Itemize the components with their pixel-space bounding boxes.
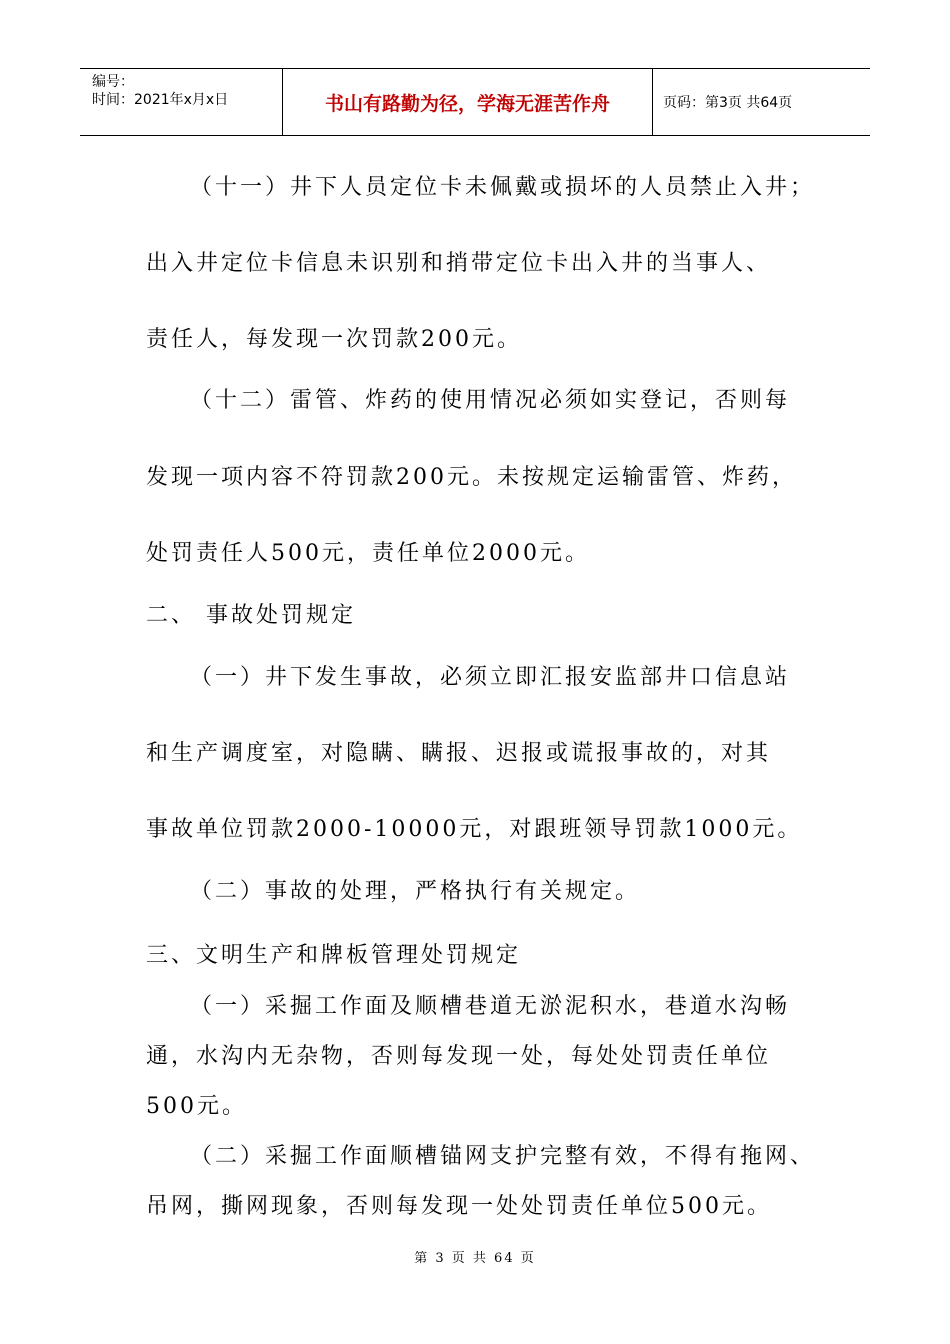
paragraph-line: （一）采掘工作面及顺槽巷道无淤泥积水，巷道水沟畅	[190, 994, 791, 1019]
paragraph-line: 出入井定位卡信息未识别和捎带定位卡出入井的当事人、	[146, 251, 772, 276]
header-meta	[80, 69, 283, 135]
header-page-info: 页码：第3页 共64页	[663, 95, 793, 111]
paragraph-line: 通，水沟内无杂物，否则每发现一处，每处处罚责任单位	[146, 1044, 772, 1069]
paragraph-line: （十一）井下人员定位卡未佩戴或损坏的人员禁止入井；	[190, 175, 816, 200]
document-time: 时间：2021年x月x日	[92, 92, 229, 108]
paragraph-line: （一）井下发生事故，必须立即汇报安监部井口信息站	[190, 665, 791, 690]
paragraph-line: （二）事故的处理，严格执行有关规定。	[190, 879, 641, 904]
paragraph-line: 500元。	[146, 1094, 247, 1119]
header-motto: 书山有路勤为径，学海无涯苦作舟	[283, 69, 653, 135]
page-footer: 第 3 页 共 64 页	[414, 1251, 536, 1266]
paragraph-line: 和生产调度室，对隐瞒、瞒报、迟报或谎报事故的，对其	[146, 741, 772, 766]
paragraph-line: 处罚责任人500元，责任单位2000元。	[146, 541, 590, 566]
paragraph-line: 事故单位罚款2000-10000元，对跟班领导罚款1000元。	[146, 817, 803, 842]
document-number-label: 编号：	[92, 74, 134, 90]
paragraph-line: 发现一项内容不符罚款200元。未按规定运输雷管、炸药，	[146, 465, 797, 490]
paragraph-line: （二）采掘工作面顺槽锚网支护完整有效，不得有拖网、	[190, 1144, 816, 1169]
paragraph-line: 责任人，每发现一次罚款200元。	[146, 327, 522, 352]
paragraph-line: 吊网，撕网现象，否则每发现一处处罚责任单位500元。	[146, 1194, 772, 1219]
section-heading: 二、 事故处罚规定	[146, 603, 356, 628]
paragraph-line: （十二）雷管、炸药的使用情况必须如实登记，否则每	[190, 388, 791, 413]
section-heading: 三、文明生产和牌板管理处罚规定	[146, 943, 522, 968]
page-header	[80, 68, 870, 136]
